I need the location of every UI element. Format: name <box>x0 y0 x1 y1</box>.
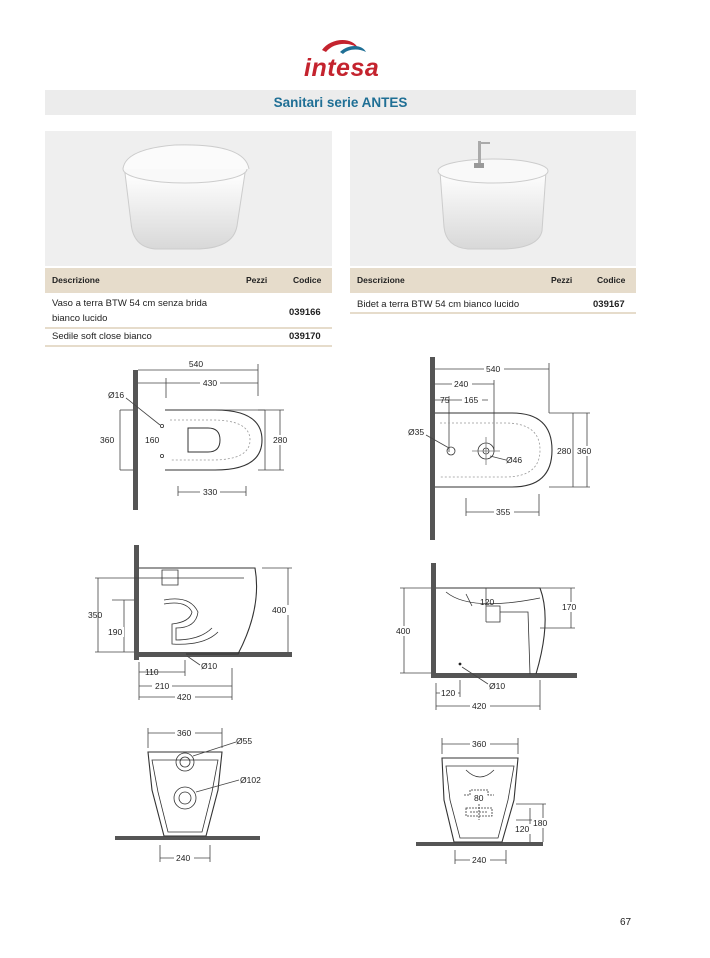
dim-label: Ø10 <box>489 681 506 691</box>
dim-label: 360 <box>472 739 487 749</box>
dim-label: 360 <box>100 435 115 445</box>
page-number: 67 <box>620 917 632 928</box>
header-description: Descrizione <box>357 275 405 285</box>
dim-label: 170 <box>562 602 577 612</box>
header-code: Codice <box>293 275 322 285</box>
dim-label: 120 <box>515 824 530 834</box>
dim-label: 120 <box>480 597 495 607</box>
row-code: 039167 <box>593 299 625 310</box>
bidet-back-drawing <box>416 738 550 865</box>
dim-label: 420 <box>472 701 487 711</box>
dim-label: 210 <box>155 681 170 691</box>
dim-label: 280 <box>557 446 572 456</box>
wc-side-drawing <box>88 545 292 702</box>
header-code: Codice <box>597 275 626 285</box>
row-description-line2: bianco lucido <box>52 313 108 324</box>
wc-back-drawing <box>115 728 261 863</box>
row-code: 039170 <box>289 331 321 342</box>
row-description-line1: Sedile soft close bianco <box>52 331 152 342</box>
dim-label: 400 <box>272 605 287 615</box>
dim-label: 180 <box>533 818 548 828</box>
dim-label: Ø35 <box>408 427 425 437</box>
dim-label: 240 <box>176 853 191 863</box>
dim-label: 355 <box>496 507 511 517</box>
dim-label: 350 <box>88 610 103 620</box>
row-description-line1: Bidet a terra BTW 54 cm bianco lucido <box>357 299 520 310</box>
bidet-side-drawing <box>394 563 579 711</box>
dim-label: 540 <box>486 364 501 374</box>
dim-label: 120 <box>441 688 456 698</box>
header-pieces: Pezzi <box>551 275 573 285</box>
dim-label: Ø102 <box>240 775 261 785</box>
dim-label: Ø16 <box>108 390 125 400</box>
dim-label: 400 <box>396 626 411 636</box>
dim-label: 420 <box>177 692 192 702</box>
dim-label: Ø10 <box>201 661 218 671</box>
dim-label: 330 <box>203 487 218 497</box>
dim-label: 75 <box>440 395 450 405</box>
dim-label: 240 <box>472 855 487 865</box>
dim-label: Ø55 <box>236 736 253 746</box>
dim-label: 430 <box>202 378 218 388</box>
dim-label: 110 <box>145 667 159 677</box>
page-title: Sanitari serie ANTES <box>273 95 408 110</box>
bidet-top-drawing <box>408 357 592 540</box>
dim-label: Ø46 <box>506 455 523 465</box>
dim-label: 240 <box>454 379 469 389</box>
dim-label: 190 <box>108 627 123 637</box>
row-code: 039166 <box>289 307 321 318</box>
dim-label: 360 <box>577 446 592 456</box>
dim-label: 165 <box>464 395 479 405</box>
dim-label: 280 <box>273 435 288 445</box>
dim-label: 540 <box>188 359 204 369</box>
row-description-line1: Vaso a terra BTW 54 cm senza brida <box>52 298 208 309</box>
header-description: Descrizione <box>52 275 100 285</box>
brand-name: intesa <box>304 54 380 82</box>
dim-label: 160 <box>145 435 160 445</box>
dim-label: 80 <box>474 793 484 803</box>
wc-top-drawing <box>98 359 290 510</box>
dim-label: 360 <box>177 728 192 738</box>
header-pieces: Pezzi <box>246 275 268 285</box>
